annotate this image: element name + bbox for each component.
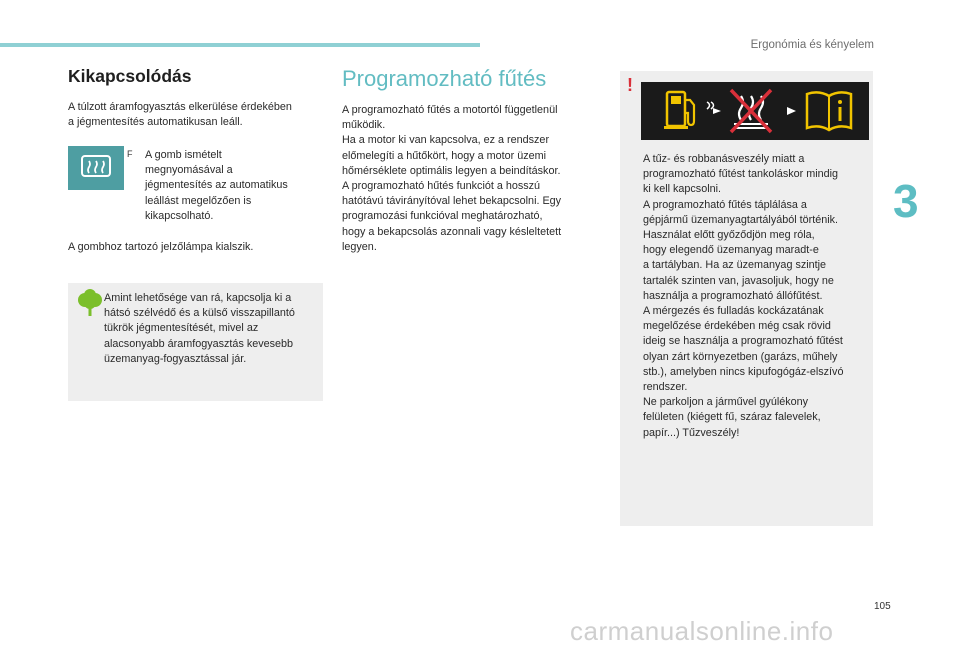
lamp-note: A gombhoz tartozó jelzőlámpa kialszik. <box>68 241 254 253</box>
arrow-icon <box>787 107 796 115</box>
section-heading-programozhato-futes: Programozható fűtés <box>342 66 547 91</box>
section-heading-kikapcsolodas: Kikapcsolódás <box>68 66 192 86</box>
rear-defrost-icon <box>68 146 124 190</box>
top-accent-bar <box>0 43 480 47</box>
bullet-marker: F <box>127 149 133 159</box>
tip-paragraph: Amint lehetősége van rá, kapcsolja ki a hátsó szélvédő és a külső visszapillantó tükrök jégmentesítését, mivel az alacsonyabb áramfogyasztás kevesebb üzemanyag-fogyasztással jár. <box>104 292 295 365</box>
fuel-pump-icon <box>664 92 694 129</box>
bullet-paragraph: A gomb ismételt megnyomásával a jégmentesítés az automatikus leállást megelőzően is kikapcsolható. <box>145 149 288 222</box>
chapter-number: 3 <box>893 175 919 227</box>
warning-icon: ! <box>627 75 633 95</box>
watermark-text: carmanualsonline.info <box>570 616 834 646</box>
heater-off-icon <box>731 90 771 132</box>
section-title: Ergonómia és kényelem <box>750 39 874 51</box>
warning-paragraph: A tűz- és robbanásveszély miatt a programozható fűtést tankoláskor mindig ki kell kapcsolni. A programozható fűtés táplálása a gépjármű üzemanyagtartályából történik. Használat előtt győződjön meg róla, hogy elegendő üzemanyag maradt-e a tartályban. Ha az üzemanyag szintje tartalék szinten van, javasoljuk, hogy ne használja a programozható állófűtést. A mérgezés és fulladás kockázatának megelőzése érdekében még csak rövid ideig se használja a programozható fűtést olyan zárt környezetben (garázs, műhely stb.), amelyben nincs kipufogógáz-elszívó rendszer. Ne parkoljon a járművel gyúlékony felületen (kiégett fű, száraz falevelek, papír...) Tűzveszély! <box>643 153 844 439</box>
page-number: 105 <box>874 601 891 612</box>
intro-paragraph: A túlzott áramfogyasztás elkerülése érdekében a jégmentesítés automatikusan leáll. <box>68 101 292 129</box>
tree-icon <box>76 289 104 319</box>
manual-book-icon <box>807 92 851 130</box>
warning-pictogram <box>641 82 869 140</box>
arrow-icon <box>707 102 721 114</box>
heating-description: A programozható fűtés a motortól függetlenül működik. Ha a motor ki van kapcsolva, ez a rendszer előmelegíti a hűtőkört, hogy a motor üzemi hőmérséklete optimális legyen a beindításkor. A programozható hűtés funkciót a hosszú hatótávú távirányítóval lehet bekapcsolni. Egy programozási funkcióval meghatározható, hogy a bekapcsolás azonnali vagy késleltetett legyen. <box>342 104 562 253</box>
